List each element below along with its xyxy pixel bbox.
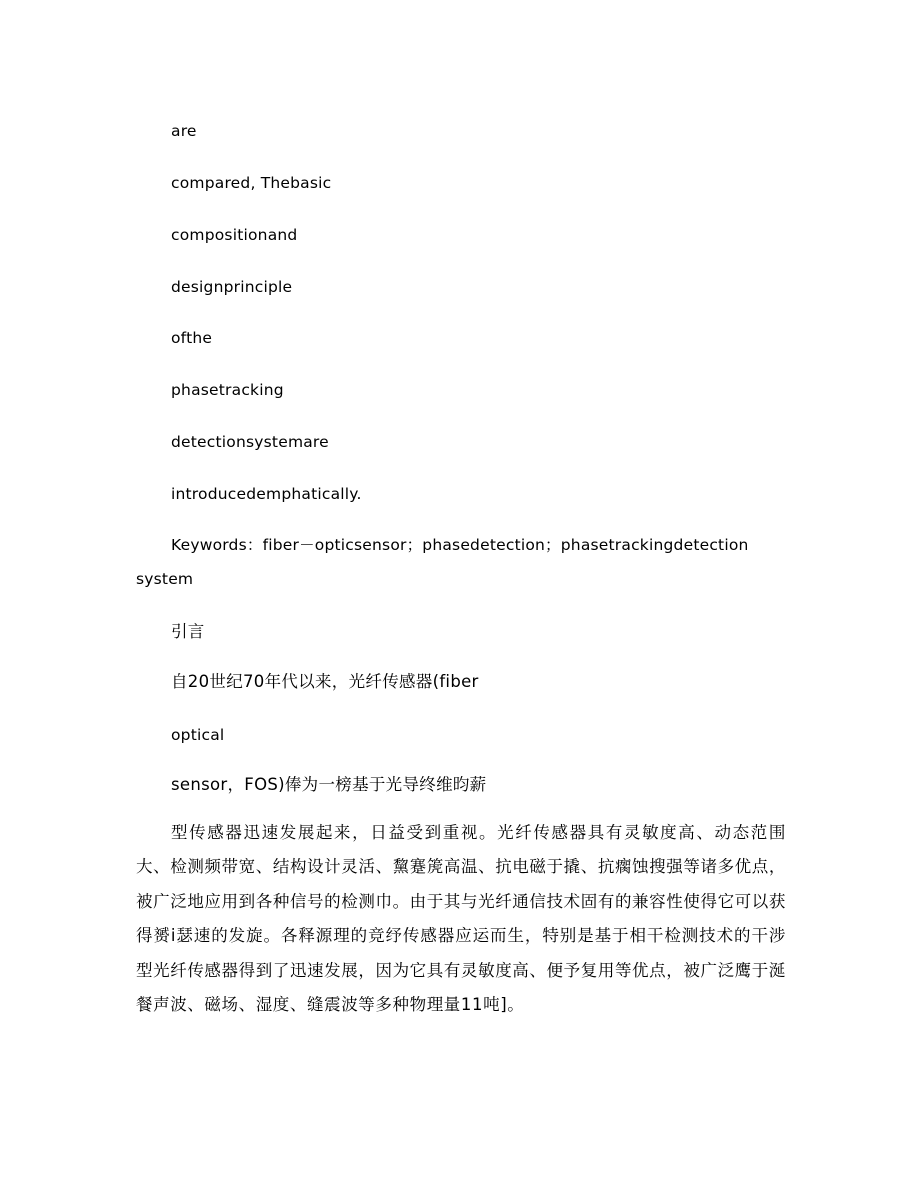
abstract-line: introducedemphatically.	[171, 485, 362, 503]
section-title: 引言	[171, 622, 205, 641]
abstract-line: compositionand	[171, 226, 298, 244]
intro-line: sensor，FOS)俸为一榜基于光导终维昀薪	[171, 775, 487, 794]
abstract-line: compared, Thebasic	[171, 174, 332, 192]
abstract-line: are	[171, 122, 197, 140]
abstract-line: ofthe	[171, 329, 213, 347]
intro-line: 自20世纪70年代以来，光纤传感器(fiber	[171, 672, 479, 691]
abstract-line: detectionsystemare	[171, 433, 329, 451]
abstract-line: phasetracking	[171, 381, 284, 399]
abstract-line: designprinciple	[171, 278, 293, 296]
body-paragraph: 型传感器迅速发展起来，日益受到重视。光纤传感器具有灵敏度高、动态范围大、检测频带宽、结构设计灵活、黧蹇箎高温、抗电磁于撬、抗瘸蚀搜强等诸多优点，被广泛地应用到各种信号的检测巾。由于其与光纤通信技术固有的兼容性使得它可以获得赟i瑟速的发旋。各释源理的竞纾传感器应运而生，特别是基于相干检测技术的干涉型光纤传感器得到了迅速发展，因为它具有灵敏度高、便予复用等优点，被广泛鹰于涎餐声波、磁场、湿度、缝震波等多种物理量11吨]。	[136, 823, 786, 1015]
intro-line: optical	[171, 726, 225, 744]
keywords: Keywords：fiber－opticsensor；phasedetection；phasetrackingdetection system	[136, 536, 749, 588]
